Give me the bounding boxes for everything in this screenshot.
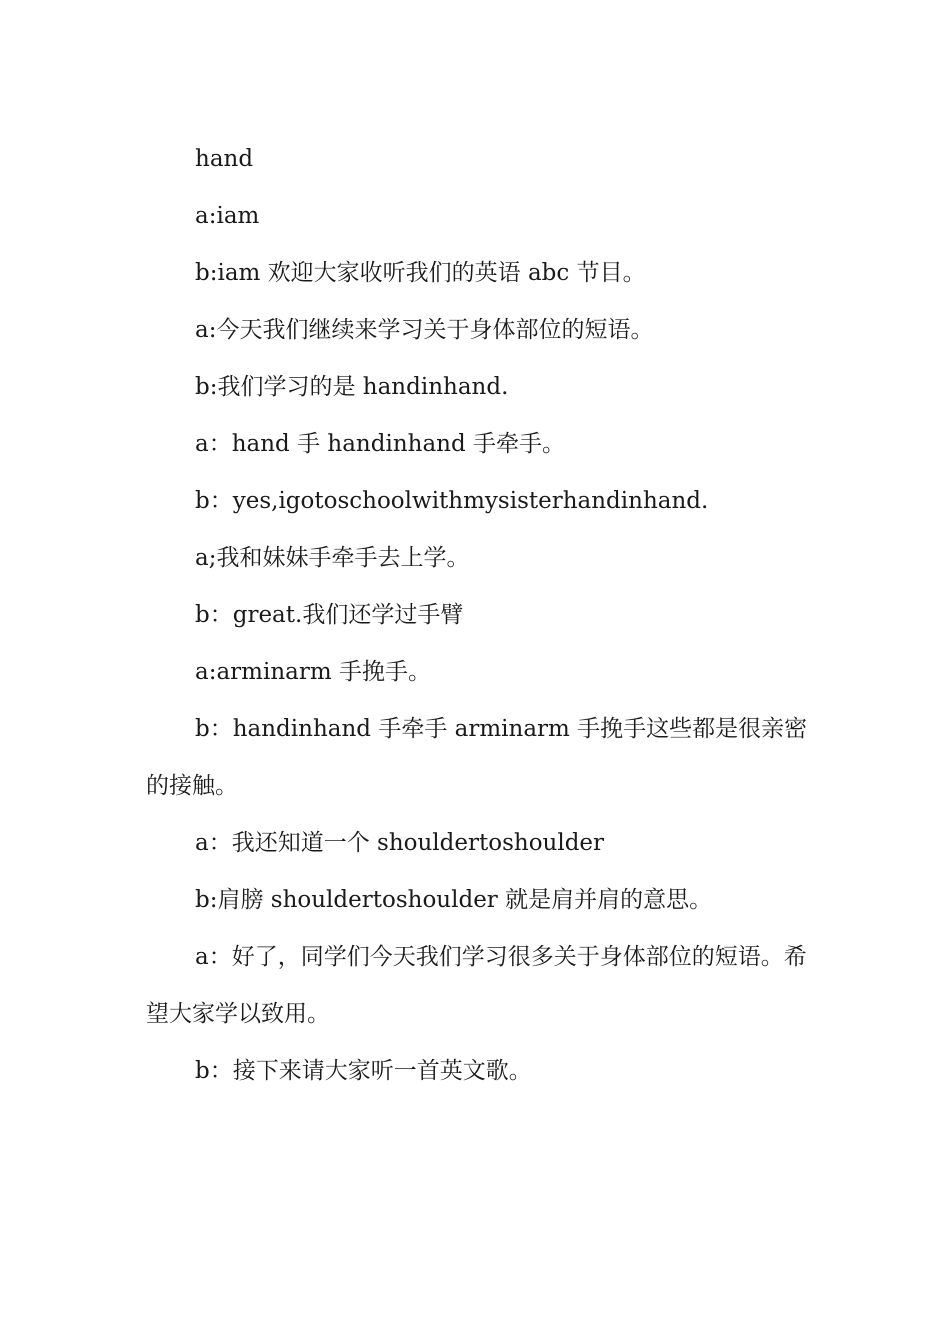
paragraph-1: hand	[195, 146, 254, 172]
paragraph-15: b：接下来请大家听一首英文歌。	[195, 1058, 532, 1084]
paragraph-12: a：我还知道一个 shouldertoshoulder	[195, 830, 605, 856]
paragraph-9: b：great.我们还学过手臂	[195, 602, 464, 628]
paragraph-10: a:arminarm 手挽手。	[195, 659, 431, 685]
paragraph-2: a:iam	[195, 203, 260, 229]
paragraph-13: b:肩膀 shouldertoshoulder 就是肩并肩的意思。	[195, 887, 713, 913]
paragraph-5: b:我们学习的是 handinhand.	[195, 374, 509, 400]
paragraph-6: a：hand 手 handinhand 手牵手。	[195, 431, 565, 457]
document-body	[146, 131, 810, 1100]
paragraph-7: b：yes,igotoschoolwithmysisterhandinhand.	[195, 488, 709, 514]
paragraph-14: a：好了，同学们今天我们学习很多关于身体部位的短语。希望大家学以致用。	[146, 944, 807, 1027]
paragraph-4: a:今天我们继续来学习关于身体部位的短语。	[195, 317, 654, 343]
paragraph-3: b:iam 欢迎大家收听我们的英语 abc 节目。	[195, 260, 646, 286]
paragraph-11: b：handinhand 手牵手 arminarm 手挽手这些都是很亲密的接触。	[146, 716, 808, 799]
paragraph-8: a;我和妹妹手牵手去上学。	[195, 545, 470, 571]
